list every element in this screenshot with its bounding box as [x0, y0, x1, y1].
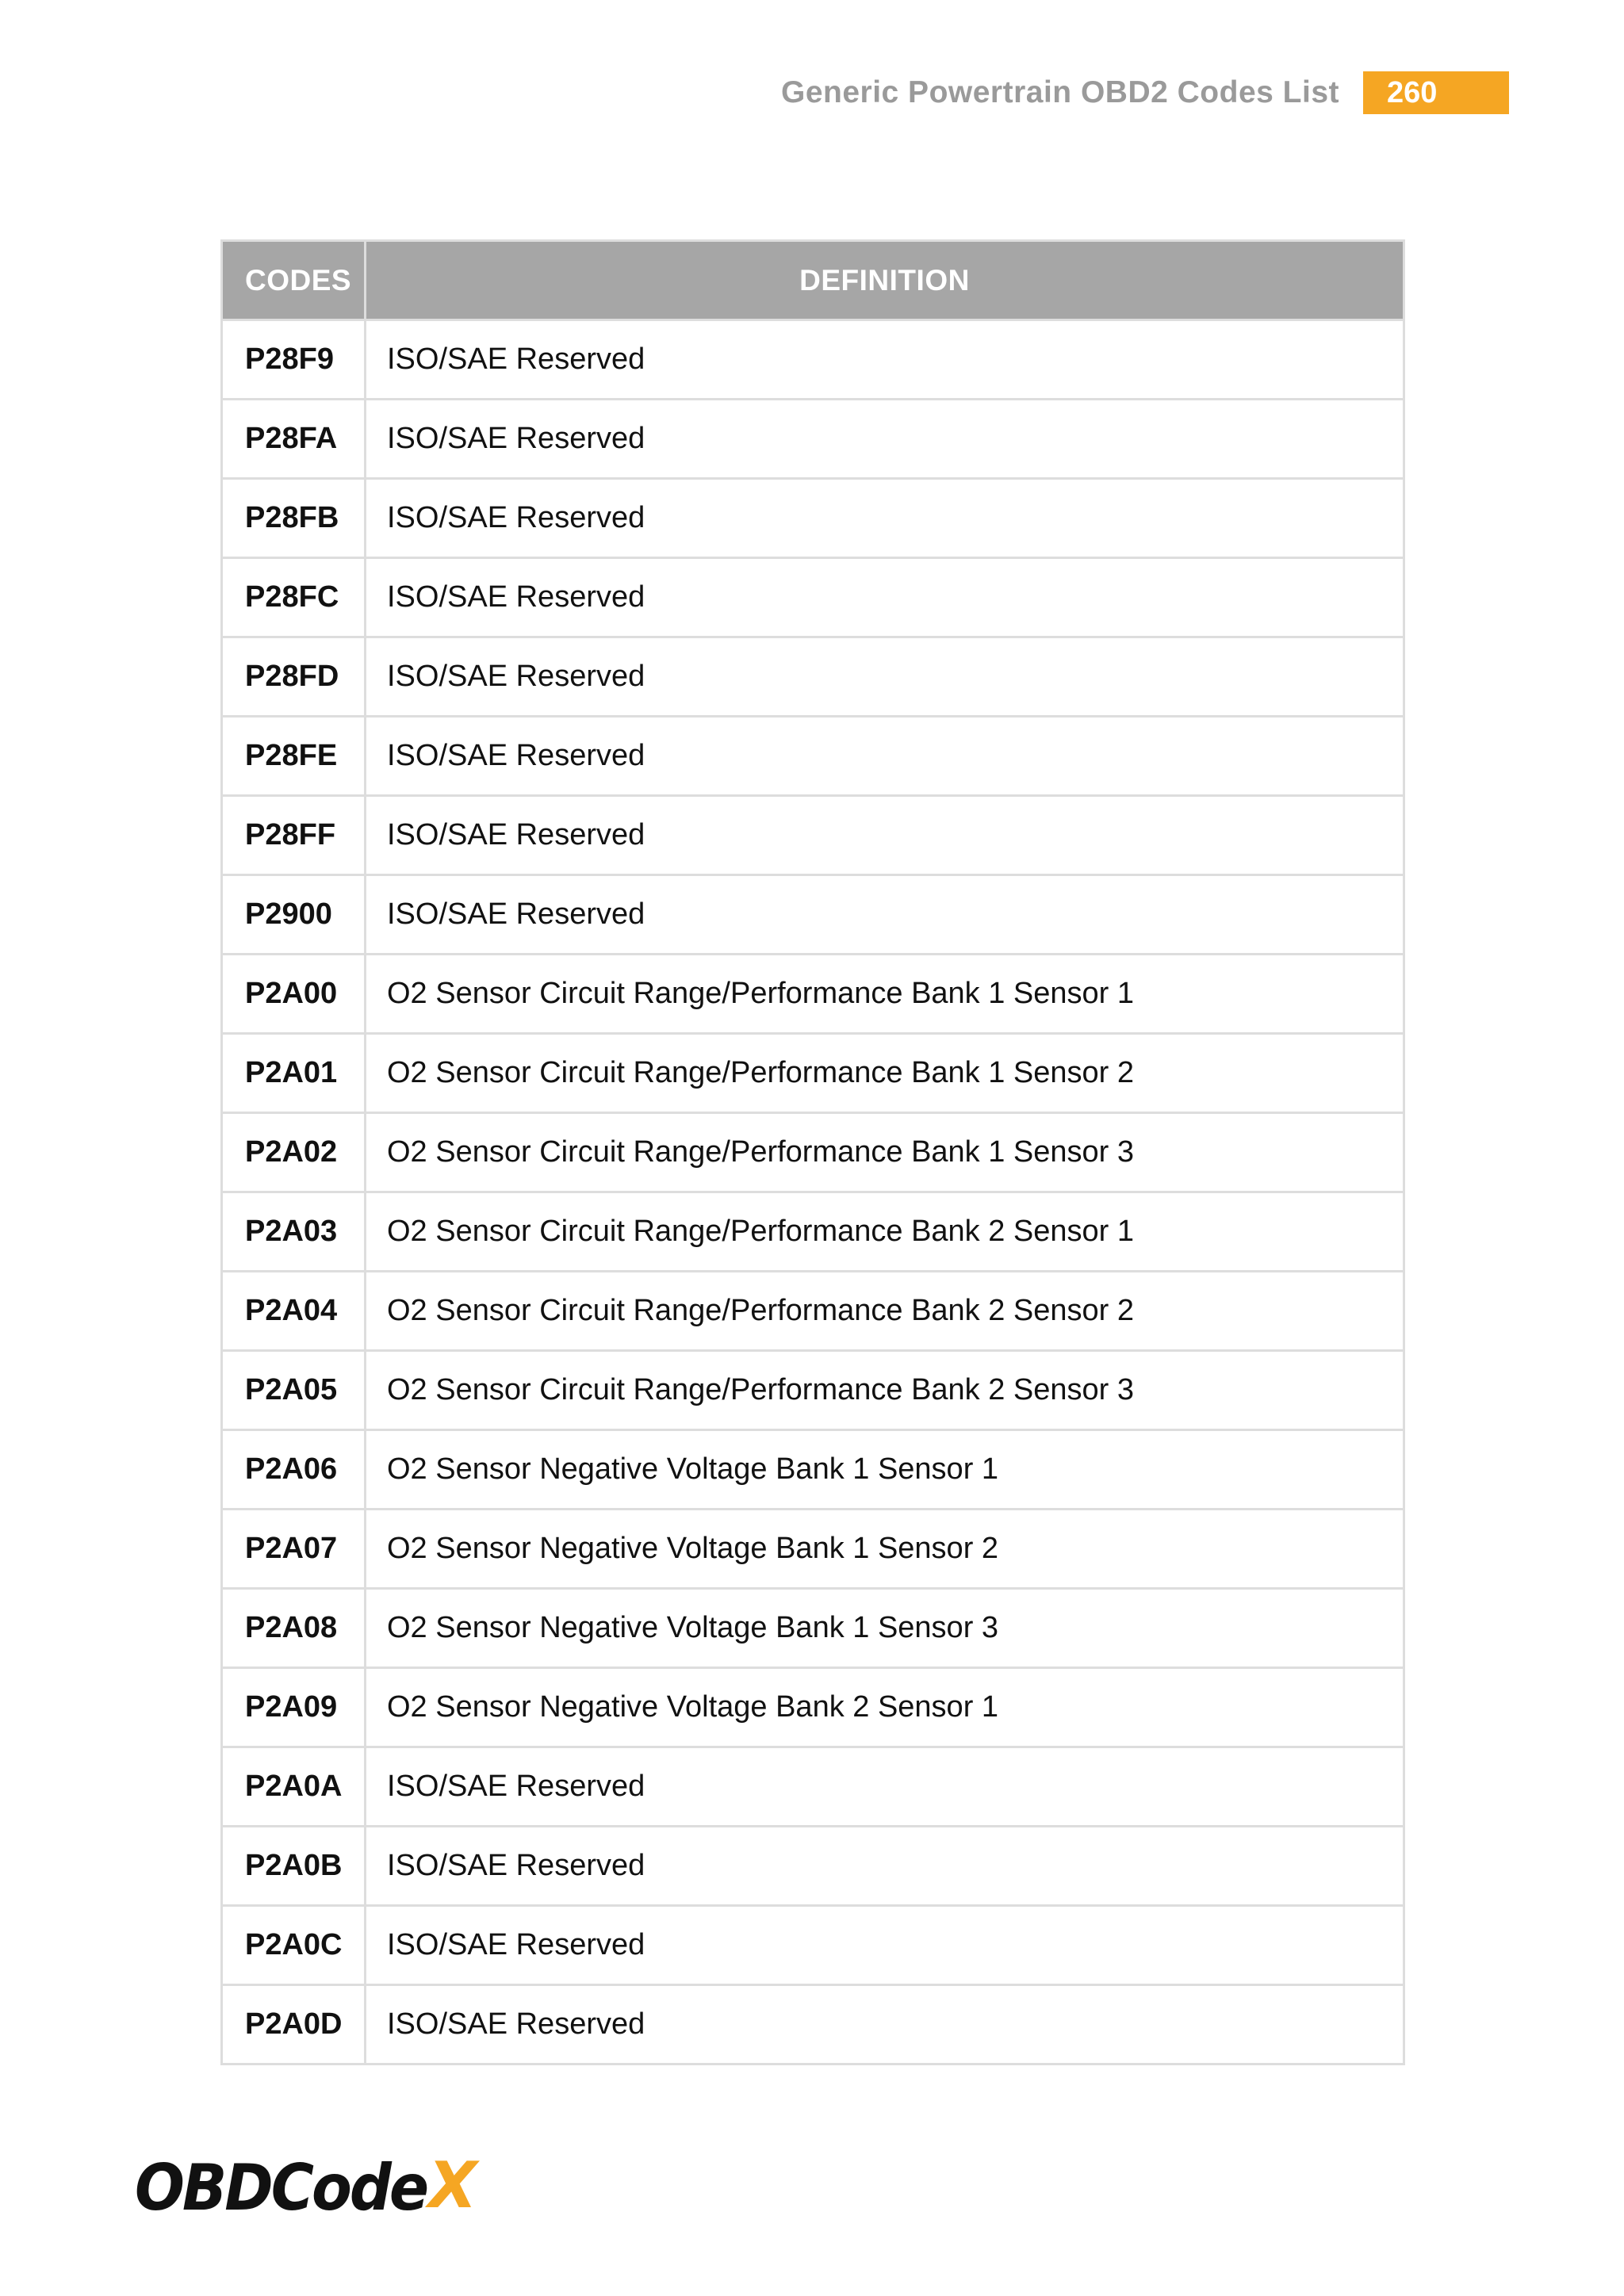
definition-cell: ISO/SAE Reserved	[366, 400, 1404, 479]
definition-cell: ISO/SAE Reserved	[366, 1906, 1404, 1985]
table-row	[222, 1510, 1404, 1589]
definition-cell: O2 Sensor Circuit Range/Performance Bank 2 Sensor 3	[366, 1351, 1404, 1430]
table-row	[222, 400, 1404, 479]
code-cell: P28FE	[222, 717, 366, 796]
codes-table	[220, 239, 1405, 2065]
code-cell: P28FA	[222, 400, 366, 479]
definition-cell: ISO/SAE Reserved	[366, 1827, 1404, 1906]
definition-cell: ISO/SAE Reserved	[366, 717, 1404, 796]
code-cell: P2A01	[222, 1034, 366, 1113]
obdcodex-logo	[135, 2149, 477, 2225]
table-row	[222, 1192, 1404, 1272]
definition-cell: ISO/SAE Reserved	[366, 637, 1404, 717]
code-cell: P2A08	[222, 1589, 366, 1668]
code-cell: P2A09	[222, 1668, 366, 1747]
table-row	[222, 1985, 1404, 2064]
definition-cell: O2 Sensor Negative Voltage Bank 2 Sensor 1	[366, 1668, 1404, 1747]
table-row	[222, 1113, 1404, 1192]
code-cell: P2A02	[222, 1113, 366, 1192]
code-cell: P2A0D	[222, 1985, 366, 2064]
page-number: 260	[1363, 71, 1509, 114]
code-cell: P2A06	[222, 1430, 366, 1510]
table-body	[222, 320, 1404, 2064]
definition-cell: ISO/SAE Reserved	[366, 320, 1404, 400]
logo-wordmark: OBDCode	[135, 2151, 427, 2225]
code-cell: P2A07	[222, 1510, 366, 1589]
definition-cell: ISO/SAE Reserved	[366, 558, 1404, 637]
code-cell: P2A0C	[222, 1906, 366, 1985]
code-cell: P2A0B	[222, 1827, 366, 1906]
column-header-definition: DEFINITION	[366, 241, 1404, 320]
table-row	[222, 875, 1404, 955]
table-row	[222, 1430, 1404, 1510]
definition-cell: O2 Sensor Circuit Range/Performance Bank 1 Sensor 2	[366, 1034, 1404, 1113]
definition-cell: O2 Sensor Circuit Range/Performance Bank 1 Sensor 1	[366, 955, 1404, 1034]
definition-cell: O2 Sensor Circuit Range/Performance Bank 1 Sensor 3	[366, 1113, 1404, 1192]
definition-cell: O2 Sensor Negative Voltage Bank 1 Sensor 3	[366, 1589, 1404, 1668]
table-header-row	[222, 241, 1404, 320]
table-row	[222, 1827, 1404, 1906]
table-row	[222, 1272, 1404, 1351]
code-cell: P2900	[222, 875, 366, 955]
code-cell: P2A04	[222, 1272, 366, 1351]
definition-cell: ISO/SAE Reserved	[366, 479, 1404, 558]
definition-cell: ISO/SAE Reserved	[366, 796, 1404, 875]
code-cell: P28F9	[222, 320, 366, 400]
table-row	[222, 796, 1404, 875]
column-header-codes: CODES	[222, 241, 366, 320]
code-cell: P28FD	[222, 637, 366, 717]
table-row	[222, 1351, 1404, 1430]
page-header	[781, 71, 1509, 114]
definition-cell: O2 Sensor Negative Voltage Bank 1 Sensor 2	[366, 1510, 1404, 1589]
code-cell: P28FC	[222, 558, 366, 637]
table-row	[222, 955, 1404, 1034]
table-row	[222, 1906, 1404, 1985]
code-cell: P28FB	[222, 479, 366, 558]
header-title: Generic Powertrain OBD2 Codes List	[780, 75, 1339, 109]
table-row	[222, 717, 1404, 796]
table-row	[222, 558, 1404, 637]
table-row	[222, 637, 1404, 717]
definition-cell: O2 Sensor Circuit Range/Performance Bank 2 Sensor 1	[366, 1192, 1404, 1272]
definition-cell: ISO/SAE Reserved	[366, 1985, 1404, 2064]
table-row	[222, 1034, 1404, 1113]
table-row	[222, 1589, 1404, 1668]
code-cell: P28FF	[222, 796, 366, 875]
logo-accent-x: X	[428, 2149, 477, 2222]
table-row	[222, 1668, 1404, 1747]
definition-cell: ISO/SAE Reserved	[366, 1747, 1404, 1827]
code-cell: P2A05	[222, 1351, 366, 1430]
table-row	[222, 479, 1404, 558]
code-cell: P2A03	[222, 1192, 366, 1272]
table-row	[222, 1747, 1404, 1827]
definition-cell: O2 Sensor Negative Voltage Bank 1 Sensor 1	[366, 1430, 1404, 1510]
table-row	[222, 320, 1404, 400]
code-cell: P2A00	[222, 955, 366, 1034]
definition-cell: O2 Sensor Circuit Range/Performance Bank 2 Sensor 2	[366, 1272, 1404, 1351]
definition-cell: ISO/SAE Reserved	[366, 875, 1404, 955]
code-cell: P2A0A	[222, 1747, 366, 1827]
